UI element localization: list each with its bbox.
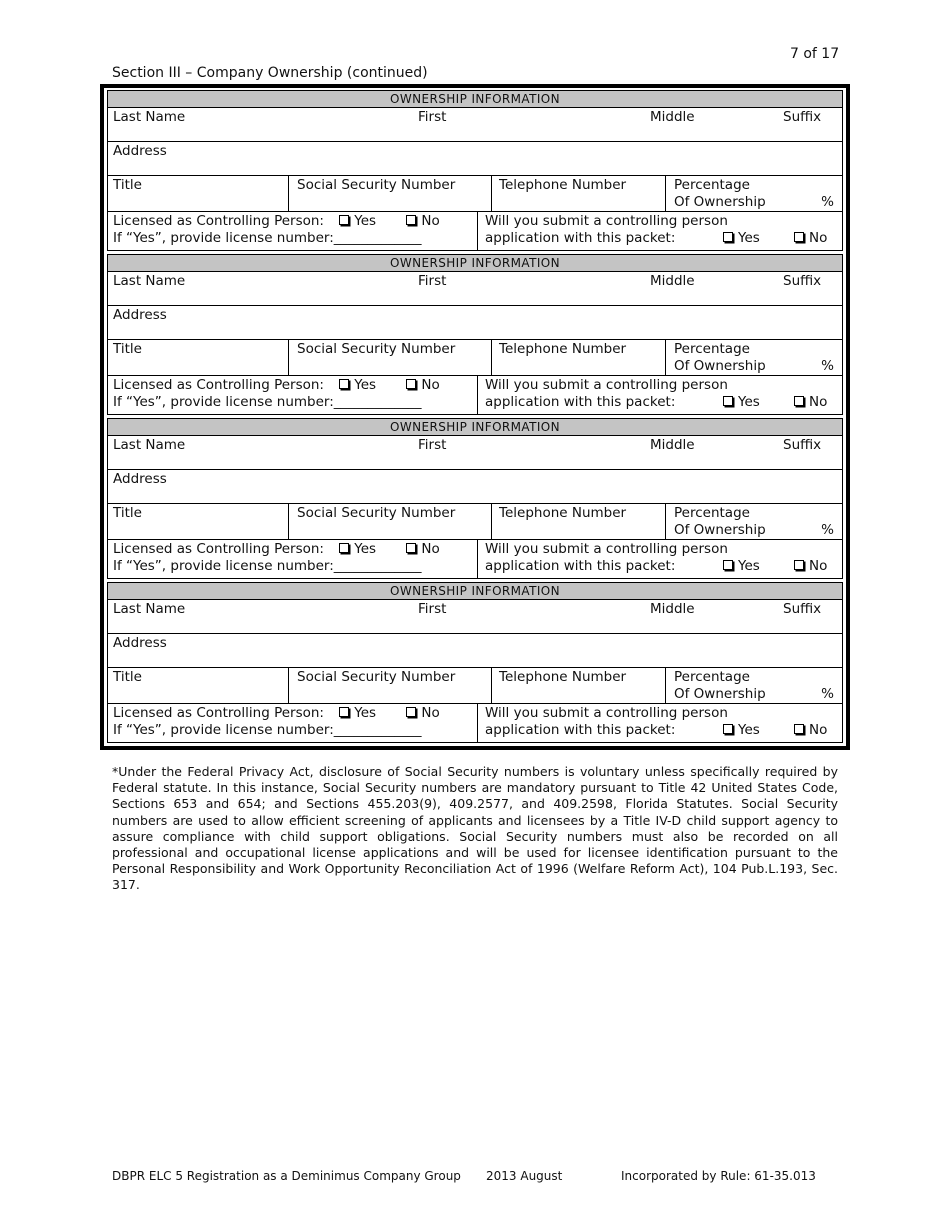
title-cell	[108, 340, 288, 375]
section-title: Section III – Company Ownership (continued)	[112, 65, 428, 81]
title-cell	[108, 668, 288, 703]
submit-no-option	[794, 558, 827, 575]
submit-question-line1: Will you submit a controlling person	[485, 377, 728, 393]
submit-yes-label: Yes	[738, 394, 760, 410]
licensed-cell	[108, 704, 477, 742]
address-label: Address	[113, 471, 167, 487]
last-name-label: Last Name	[113, 437, 186, 453]
telephone-label: Telephone Number	[499, 505, 627, 521]
license-number-label[interactable]: If “Yes”, provide license number:_____________	[113, 230, 422, 246]
licensed-no-label: No	[421, 213, 440, 229]
licensed-yes-checkbox[interactable]	[339, 707, 349, 717]
footer-date: 2013 August	[486, 1169, 563, 1183]
licensed-label: Licensed as Controlling Person:	[113, 377, 324, 393]
ownership-header: OWNERSHIP INFORMATION	[108, 583, 842, 600]
last-name-label: Last Name	[113, 273, 186, 289]
submit-cell	[477, 704, 842, 742]
ownership-block	[107, 254, 843, 415]
suffix-label: Suffix	[783, 437, 822, 453]
ownership-header: OWNERSHIP INFORMATION	[108, 91, 842, 108]
title-cell	[108, 176, 288, 211]
submit-no-label: No	[809, 230, 828, 246]
address-label: Address	[113, 143, 167, 159]
license-row	[108, 704, 842, 742]
licensed-yes-label: Yes	[354, 213, 377, 229]
name-row	[108, 600, 842, 634]
license-row	[108, 212, 842, 250]
submit-yes-label: Yes	[738, 230, 760, 246]
license-number-label[interactable]: If “Yes”, provide license number:_____________	[113, 722, 422, 738]
title-row	[108, 504, 842, 540]
submit-question-label: application with this packet:	[485, 722, 676, 738]
submit-no-label: No	[809, 722, 828, 738]
address-row	[108, 306, 842, 340]
submit-no-option	[794, 722, 827, 739]
licensed-no-checkbox[interactable]	[406, 215, 416, 225]
last-name-label: Last Name	[113, 601, 186, 617]
licensed-no-label: No	[421, 705, 440, 721]
title-label: Title	[113, 177, 142, 193]
submit-no-checkbox[interactable]	[794, 232, 804, 242]
license-row	[108, 540, 842, 578]
last-name-label: Last Name	[113, 109, 186, 125]
licensed-line	[113, 377, 477, 394]
licensed-label: Licensed as Controlling Person:	[113, 213, 324, 229]
ssn-label: Social Security Number	[297, 177, 456, 193]
submit-no-option	[794, 230, 827, 247]
submit-cell	[477, 212, 842, 250]
ownership-header: OWNERSHIP INFORMATION	[108, 419, 842, 436]
first-name-label: First	[418, 109, 447, 125]
address-label: Address	[113, 635, 167, 651]
submit-question-label: application with this packet:	[485, 230, 676, 246]
submit-no-checkbox[interactable]	[794, 724, 804, 734]
name-row	[108, 108, 842, 142]
ownership-block	[107, 90, 843, 251]
licensed-no-checkbox[interactable]	[406, 543, 416, 553]
licensed-no-checkbox[interactable]	[406, 707, 416, 717]
submit-yes-checkbox[interactable]	[723, 724, 733, 734]
submit-yes-option	[723, 394, 760, 411]
middle-name-label: Middle	[650, 273, 695, 289]
submit-yes-checkbox[interactable]	[723, 396, 733, 406]
title-row	[108, 340, 842, 376]
title-row	[108, 668, 842, 704]
licensed-yes-label: Yes	[354, 705, 377, 721]
address-row	[108, 142, 842, 176]
suffix-label: Suffix	[783, 109, 822, 125]
name-row	[108, 272, 842, 306]
middle-name-label: Middle	[650, 437, 695, 453]
licensed-label: Licensed as Controlling Person:	[113, 541, 324, 557]
licensed-line	[113, 541, 477, 558]
submit-cell	[477, 376, 842, 414]
submit-yes-option	[723, 558, 760, 575]
first-name-label: First	[418, 437, 447, 453]
title-cell	[108, 504, 288, 539]
telephone-label: Telephone Number	[499, 177, 627, 193]
submit-question-line2	[483, 394, 842, 411]
submit-no-label: No	[809, 558, 828, 574]
percent-sign: %	[821, 194, 834, 210]
ssn-cell	[288, 176, 491, 211]
telephone-cell	[491, 176, 665, 211]
licensed-cell	[108, 376, 477, 414]
ownership-block	[107, 418, 843, 579]
percentage-cell	[665, 668, 842, 703]
submit-yes-checkbox[interactable]	[723, 560, 733, 570]
percentage-label: Percentage	[674, 177, 750, 193]
address-row	[108, 634, 842, 668]
footer-rule: Incorporated by Rule: 61-35.013	[621, 1169, 816, 1183]
licensed-label: Licensed as Controlling Person:	[113, 705, 324, 721]
submit-no-checkbox[interactable]	[794, 396, 804, 406]
title-row	[108, 176, 842, 212]
ssn-label: Social Security Number	[297, 669, 456, 685]
ownership-block	[107, 582, 843, 743]
submit-yes-label: Yes	[738, 722, 760, 738]
title-label: Title	[113, 505, 142, 521]
submit-yes-option	[723, 722, 760, 739]
percentage-cell	[665, 340, 842, 375]
of-ownership-label: Of Ownership	[674, 358, 766, 374]
licensed-yes-checkbox[interactable]	[339, 379, 349, 389]
percentage-cell	[665, 176, 842, 211]
percentage-cell	[665, 504, 842, 539]
first-name-label: First	[418, 273, 447, 289]
suffix-label: Suffix	[783, 273, 822, 289]
percentage-label: Percentage	[674, 669, 750, 685]
of-ownership-label: Of Ownership	[674, 686, 766, 702]
footer-form-name: DBPR ELC 5 Registration as a Deminimus Company Group	[112, 1169, 461, 1183]
of-ownership-label: Of Ownership	[674, 194, 766, 210]
licensed-cell	[108, 540, 477, 578]
name-row	[108, 436, 842, 470]
submit-question-line2	[483, 722, 842, 739]
license-row	[108, 376, 842, 414]
percent-sign: %	[821, 358, 834, 374]
privacy-act-footnote: *Under the Federal Privacy Act, disclosure of Social Security numbers is voluntary unless specifically required by Federal statute. In this instance, Social Security numbers are mandatory pursuant to Title 42 United States Code, Sections 653 and 654; and Sections 455.203(9), 409.2577, and 409.2598, Florida Statutes. Social Security numbers are used to allow efficient screening of applicants and licensees by a Title IV-D child support agency to assure compliance with child support obligations. Social Security numbers must also be recorded on all professional and occupational license applications and will be used for licensee identification pursuant to the Personal Responsibility and Work Opportunity Reconciliation Act of 1996 (Welfare Reform Act), 104 Pub.L.193, Sec. 317.	[112, 764, 838, 893]
of-ownership-label: Of Ownership	[674, 522, 766, 538]
telephone-cell	[491, 504, 665, 539]
telephone-label: Telephone Number	[499, 669, 627, 685]
address-row	[108, 470, 842, 504]
title-label: Title	[113, 669, 142, 685]
first-name-label: First	[418, 601, 447, 617]
submit-question-label: application with this packet:	[485, 558, 676, 574]
middle-name-label: Middle	[650, 601, 695, 617]
license-number-label[interactable]: If “Yes”, provide license number:_____________	[113, 394, 422, 410]
submit-question-label: application with this packet:	[485, 394, 676, 410]
licensed-line	[113, 705, 477, 722]
ownership-header: OWNERSHIP INFORMATION	[108, 255, 842, 272]
percentage-label: Percentage	[674, 341, 750, 357]
license-number-label[interactable]: If “Yes”, provide license number:_____________	[113, 558, 422, 574]
percent-sign: %	[821, 522, 834, 538]
address-label: Address	[113, 307, 167, 323]
ssn-cell	[288, 668, 491, 703]
licensed-line	[113, 213, 477, 230]
licensed-yes-label: Yes	[354, 377, 377, 393]
telephone-cell	[491, 340, 665, 375]
suffix-label: Suffix	[783, 601, 822, 617]
telephone-label: Telephone Number	[499, 341, 627, 357]
percent-sign: %	[821, 686, 834, 702]
submit-question-line1: Will you submit a controlling person	[485, 705, 728, 721]
submit-question-line2	[483, 230, 842, 247]
submit-yes-option	[723, 230, 760, 247]
submit-question-line2	[483, 558, 842, 575]
ssn-label: Social Security Number	[297, 341, 456, 357]
submit-no-option	[794, 394, 827, 411]
ownership-form	[100, 84, 850, 750]
ssn-cell	[288, 504, 491, 539]
ssn-cell	[288, 340, 491, 375]
submit-yes-label: Yes	[738, 558, 760, 574]
licensed-cell	[108, 212, 477, 250]
submit-yes-checkbox[interactable]	[723, 232, 733, 242]
licensed-no-label: No	[421, 377, 440, 393]
percentage-label: Percentage	[674, 505, 750, 521]
licensed-no-label: No	[421, 541, 440, 557]
licensed-yes-checkbox[interactable]	[339, 543, 349, 553]
licensed-yes-label: Yes	[354, 541, 377, 557]
submit-no-checkbox[interactable]	[794, 560, 804, 570]
telephone-cell	[491, 668, 665, 703]
page-number: 7 of 17	[790, 46, 840, 62]
submit-question-line1: Will you submit a controlling person	[485, 213, 728, 229]
middle-name-label: Middle	[650, 109, 695, 125]
ssn-label: Social Security Number	[297, 505, 456, 521]
licensed-yes-checkbox[interactable]	[339, 215, 349, 225]
submit-cell	[477, 540, 842, 578]
submit-question-line1: Will you submit a controlling person	[485, 541, 728, 557]
licensed-no-checkbox[interactable]	[406, 379, 416, 389]
title-label: Title	[113, 341, 142, 357]
submit-no-label: No	[809, 394, 828, 410]
